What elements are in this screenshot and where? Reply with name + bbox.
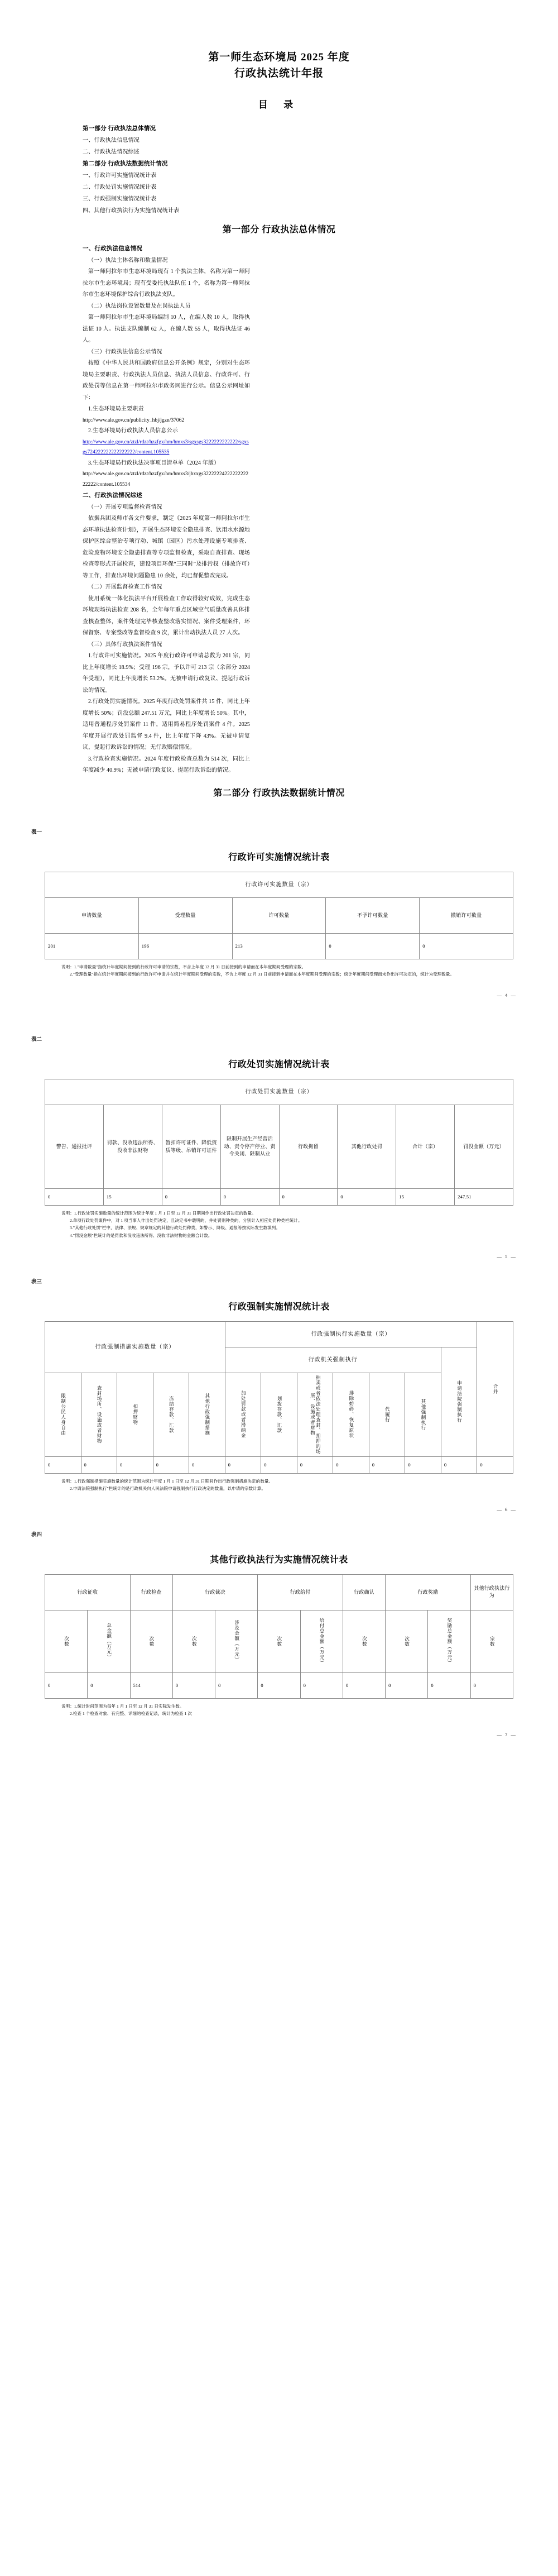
page-number: — 6 —	[497, 1506, 517, 1512]
table-2-value-cell: 0	[162, 1189, 220, 1206]
table-1-note: 2."受理数量"指在统计年度期间接到的行政许可申请并在统计年度期间受理的宗数，不含上年度 12 月 31 日前接到申请而在本年度期间受理的宗数；统计年度期间受理而未作出许可决定的，统计为受理数量。	[70, 972, 455, 977]
part1-heading: 第一部分 行政执法总体情况	[222, 225, 336, 235]
section-2-3-item-2: 2.行政处罚实施情况。2025 年度行政处罚案件共 15 件，同比上年度增长 50%；罚没总额 247.51 万元，同比上年度增长 50%。其中，适用普通程序处罚案件 11 件，适用简易程序处罚案件 4 件。2025 年度开展行政处罚监督 9.4 件，比上年度下降 43%。无被申请复议，提起行政诉讼的情况；无行政赔偿情况。	[83, 699, 250, 751]
link-label-2: 2.生态环境局行政执法人员信息公示	[88, 428, 178, 434]
table-4-value-cell: 0	[215, 1672, 258, 1698]
table-1-value-cell: 0	[326, 933, 420, 959]
page-number: — 7 —	[497, 1732, 517, 1738]
table-3-title: 行政强制实施情况统计表	[228, 1302, 330, 1312]
spacer	[0, 810, 558, 824]
part2-heading: 第二部分 行政执法数据统计情况	[213, 788, 345, 798]
spacer	[0, 1512, 558, 1527]
table-3-value-cell: 0	[369, 1456, 405, 1473]
table-1-label: 表一	[31, 829, 42, 835]
table-2-header-cell: 罚没金额（万元）	[455, 1105, 513, 1189]
table-2-value-cell: 0	[45, 1189, 104, 1206]
table-3-value-cell: 0	[297, 1456, 333, 1473]
table-row	[45, 1610, 513, 1672]
table-3-value-cell: 0	[405, 1456, 441, 1473]
table-row	[45, 1189, 513, 1206]
table-3-header-cell: 其他行政强制措施	[189, 1373, 225, 1456]
table-row	[45, 1574, 513, 1610]
table-1	[45, 872, 513, 959]
link-label-3: 3.生态环境局行政执法决事项目清单单（2024 年版）	[88, 460, 220, 466]
table-4-block	[17, 1527, 541, 1717]
table-4-subheader-cell: 次数	[130, 1610, 172, 1672]
table-4-note: 说明：1.统计时间范围为每年 1 月 1 日至 12 月 31 日实际发生数。	[61, 1703, 184, 1709]
table-4-value-cell: 0	[300, 1672, 343, 1698]
table-4-subheader-cell: 次数	[386, 1610, 428, 1672]
toc-item-2-3[interactable]: 三、行政强制实施情况统计表	[83, 195, 157, 202]
spacer	[0, 1259, 558, 1274]
spacer	[0, 998, 558, 1031]
table-4-subheader-cell: 涉及金额（万元）	[215, 1610, 258, 1672]
table-4-subheader-cell: 次数	[172, 1610, 215, 1672]
toc-item-2-4[interactable]: 四、其他行政执法行为实施情况统计表	[83, 207, 180, 214]
table-2-value-cell: 247.51	[455, 1189, 513, 1206]
table-3-value-cell: 0	[477, 1456, 513, 1473]
table-1-header-cell: 许可数量	[232, 897, 326, 933]
table-3-note: 2.申请法院强制执行"栏统计的是行政机关向人民法院申请强制执行行政决定的数量，以申请的宗数计算。	[70, 1485, 266, 1491]
table-4-value-cell: 0	[88, 1672, 130, 1698]
table-3-value-cell: 0	[225, 1456, 261, 1473]
part1-body	[83, 243, 250, 777]
table-3-note: 说明：1.行政强制措施实施数量的统计范围为统计年度 1 月 1 日至 12 月 31 日期间作出行政强制措施决定的数量。	[61, 1478, 273, 1484]
table-1-band: 行政许可实施数量（宗）	[45, 872, 513, 897]
section-1-3-text: 按照《中华人民共和国政府信息公开条例》规定，分别对生态环境局主要职责、行政执法人员信息、执法人员信息、行政许可、行政处罚等信息在第一师阿拉尔市政务网进行公示。信息公示网址如下：	[83, 360, 250, 401]
table-2-label: 表二	[31, 1037, 42, 1043]
table-3-header-cell: 拍卖或者依法处理查封、扣押的场所、设施或者财物	[297, 1373, 333, 1456]
table-2-title: 行政处罚实施情况统计表	[228, 1060, 330, 1070]
table-4-subheader-cell: 给付总金额（万元）	[300, 1610, 343, 1672]
section-2-heading: 二、行政执法情况综述	[83, 493, 142, 499]
section-2-3-heading: （三）具体行政执法案件情况	[88, 641, 162, 648]
table-2-value-cell: 0	[279, 1189, 338, 1206]
table-3	[45, 1321, 513, 1474]
table-4-group-header: 其他行政执法行为	[470, 1574, 513, 1610]
table-4-value-cell: 0	[172, 1672, 215, 1698]
link-url-1[interactable]: http://www.ale.gov.cn/publicity_hbj/jgzn/37062	[83, 417, 185, 423]
table-3-header-total: 合并	[477, 1321, 513, 1456]
section-1-3-heading: （三）行政执法信息公示情况	[88, 348, 162, 355]
page-number: — 4 —	[497, 992, 517, 998]
table-1-header-cell: 撤销许可数量	[420, 897, 513, 933]
table-4-subheader-cell: 次数	[258, 1610, 300, 1672]
table-1-notes	[61, 963, 502, 978]
table-1-header-cell: 申请数量	[45, 897, 139, 933]
table-4-value-cell: 514	[130, 1672, 172, 1698]
table-1-title: 行政许可实施情况统计表	[228, 852, 330, 862]
table-3-header-cell: 扣押财物	[117, 1373, 153, 1456]
table-row	[45, 1321, 513, 1347]
section-2-3-item-1: 1.行政许可实施情况。2025 年度行政许可申请总数为 201 宗，同比上年度增长 18.9%；受理 196 宗，予以许可 213 宗（余部分 2024 年受理），同比上年度增长 53.2%。无被申请行政复议、提起行政诉讼的情况。	[83, 653, 250, 694]
table-2-value-cell: 0	[220, 1189, 279, 1206]
table-1-header-cell: 受理数量	[138, 897, 232, 933]
table-1-header-cell: 不予许可数量	[326, 897, 420, 933]
document-title	[0, 0, 558, 82]
section-1-2-text: 第一师阿拉尔市生态环境局编制 10 人，在编人数 10 人，取得执法证 10 人。执法支队编制 62 人，在编人数 55 人，取得执法证 46 人。	[83, 314, 250, 344]
table-3-header-cell: 限制公民人身自由	[45, 1373, 81, 1456]
table-3-band-right-sub: 行政机关强制执行	[225, 1347, 441, 1373]
toc-item-1-1[interactable]: 一、行政执法信息情况	[83, 137, 140, 144]
table-3-block	[17, 1274, 541, 1492]
link-label-1: 1.生态环境局主要职责	[88, 406, 144, 413]
table-3-header-cell: 冻结存款、汇款	[153, 1373, 189, 1456]
page-number: — 5 —	[497, 1253, 517, 1259]
toc-column	[83, 123, 250, 217]
link-url-2[interactable]: http://www.ale.gov.cn/ztzl/rdzt/hzzfgx/hm/hmxs3/sgxsgs3222222222222/sgxsgs724222222222222222/content.105535	[83, 439, 249, 456]
section-2-1-heading: （一）开展专项监督检查情况	[88, 504, 162, 510]
toc-item-part2[interactable]: 第二部分 行政执法数据统计情况	[83, 161, 168, 168]
section-2-3-item-3: 3.行政检查实施情况。2024 年度行政检查总数为 514 次，同比上年度减少 40.9%；无被申请行政复议、提起行政诉讼的情况。	[83, 756, 250, 774]
table-2-note: 3."其他行政处罚"栏中，法律、法规、规章规定的其他行政处罚种类，如警示、降级、通报等按实际发生数填列。	[70, 1225, 280, 1231]
section-1-heading: 一、行政执法信息情况	[83, 246, 142, 252]
toc-item-part1[interactable]: 第一部分 行政执法总体情况	[83, 125, 156, 132]
table-4-group-header: 行政裁决	[172, 1574, 258, 1610]
table-2-notes	[61, 1210, 502, 1239]
table-4-subheader-cell: 次数	[45, 1610, 88, 1672]
table-2-note: 4."罚没金额"栏统计的是罚款和没收违法所得、没收非法财物的金额合计数。	[70, 1232, 213, 1238]
table-3-header-cell: 查封场所、设施或者财物	[81, 1373, 117, 1456]
table-2-block	[17, 1031, 541, 1239]
link-url-3[interactable]: http://www.ale.gov.cn/ztzl/rdzt/hzzfgx/hm/hmxs3/jhxxgs3222222422222222222222/content.105534	[83, 471, 249, 488]
table-4-note: 2.检查 1 个检查对象、有完整、详细的检查记录，统计为检查 1 次	[70, 1711, 193, 1717]
table-2-header-cell: 暂扣许可证件、降低资质等级、吊销许可证件	[162, 1105, 220, 1189]
table-3-value-cell: 0	[81, 1456, 117, 1473]
table-2-header-cell: 警告、通报批评	[45, 1105, 104, 1189]
table-2-band: 行政处罚实施数量（宗）	[45, 1079, 513, 1105]
table-3-value-cell: 0	[189, 1456, 225, 1473]
table-1-value-cell: 201	[45, 933, 139, 959]
document-title-line1: 第一师生态环境局 2025 年度	[208, 51, 350, 63]
table-4-group-header: 行政确认	[343, 1574, 385, 1610]
table-3-value-cell: 0	[117, 1456, 153, 1473]
table-4-value-cell: 0	[45, 1672, 88, 1698]
table-3-value-cell: 0	[45, 1456, 81, 1473]
table-4-group-header: 行政征收	[45, 1574, 131, 1610]
toc-item-2-1[interactable]: 一、行政许可实施情况统计表	[83, 173, 157, 179]
table-4-value-cell: 0	[470, 1672, 513, 1698]
table-2-note: 2.单项行政处罚案件中，对 1 项当事人作出处罚决定，且决定书中载明的，并处罚则种类的，分别计入相应处罚种类栏统计。	[70, 1218, 302, 1224]
table-row	[45, 1672, 513, 1698]
table-row	[45, 1456, 513, 1473]
table-4-value-cell: 0	[343, 1672, 385, 1698]
section-1-1-text: 第一师阿拉尔市生态环境局现有 1 个执法主体，名称为第一师阿拉尔市生态环境局；现有受委托执法队伍 1 个，名称为第一师阿拉尔市生态环境保护综合行政执法支队。	[83, 269, 250, 298]
section-1-1-heading: （一）执法主体名称和数量情况	[88, 257, 168, 264]
toc-item-2-2[interactable]: 二、行政处罚实施情况统计表	[83, 184, 157, 190]
table-3-band-right: 行政强制执行实施数量（宗）	[225, 1321, 477, 1347]
table-3-header-cell: 划拨存款、汇款	[261, 1373, 297, 1456]
table-4-group-header: 行政奖励	[386, 1574, 471, 1610]
table-row	[45, 1105, 513, 1189]
table-4-subheader-cell: 次数	[343, 1610, 385, 1672]
section-2-1-text: 依据兵团及师市各文件要求，制定《2025 年度第一师阿拉尔市生态环境执法检查计划》，开展生态环境安全隐患排查、饮用水水源地保护区综合整治专项行动、城镇（园区）污水处理设施专项排查、危险废物环境安全隐患排查等专项监督检查，采取自查排查、现场检查等形式开展检查，建设项目环保“三同时”及排污权（排放许可）等工作，排查出环境问题隐患 10 余处，均已督促整改完成。	[83, 515, 250, 579]
table-1-value-cell: 213	[232, 933, 326, 959]
table-3-header-cell: 代履行	[369, 1373, 405, 1456]
table-3-label: 表三	[31, 1279, 42, 1285]
table-3-value-cell: 0	[441, 1456, 477, 1473]
table-3-value-cell: 0	[153, 1456, 189, 1473]
table-4-subheader-cell: 总金额（万元）	[88, 1610, 130, 1672]
table-2-value-cell: 15	[103, 1189, 162, 1206]
toc-list	[83, 123, 250, 217]
table-4	[45, 1574, 513, 1699]
table-4-label: 表四	[31, 1532, 42, 1538]
table-4-title: 其他行政执法行为实施情况统计表	[210, 1555, 348, 1565]
table-1-block	[17, 824, 541, 978]
table-2-header-cell: 行政拘留	[279, 1105, 338, 1189]
table-2-note: 说明：1.行政处罚实施数量的统计范围为统计年度 1 月 1 日至 12 月 31 日期间作出行政处罚决定的数量。	[61, 1211, 256, 1216]
table-2-value-cell: 15	[396, 1189, 455, 1206]
table-4-group-header: 行政检查	[130, 1574, 172, 1610]
section-2-2-text: 使用系统一体化执法平台开展检查工作取得较好成效，完成生态环境现场执法检查 208 名，全年每年重点区域空气质量改善具体排查核查整体，案件处理完毕核查整改落实情况、案件受理案件，环保督察、专案整改等监督检查 9 次，累计出动执法人员 27 人次。	[83, 595, 250, 637]
table-4-value-cell: 0	[386, 1672, 428, 1698]
section-2-2-heading: （二）开展监督检查工作情况	[88, 584, 162, 591]
table-3-header-court: 申请法院强制执行	[441, 1347, 477, 1456]
table-3-header-cell: 排除妨碍、恢复原状	[333, 1373, 369, 1456]
table-4-value-cell: 0	[428, 1672, 470, 1698]
table-row	[45, 897, 513, 933]
toc-heading: 目 录	[258, 99, 300, 110]
table-4-subheader-cell: 宗数	[470, 1610, 513, 1672]
table-3-header-cell: 其他强制执行	[405, 1373, 441, 1456]
table-2	[45, 1079, 513, 1206]
table-1-note: 说明：1."申请数量"指统计年度期间接到的行政许可申请的宗数，不含上年度 12 月 31 日前接到的申请而在本年度期间受理的宗数。	[61, 964, 306, 969]
table-2-header-cell: 其他行政处罚	[338, 1105, 396, 1189]
table-3-header-cell: 加处罚款或者滞纳金	[225, 1373, 261, 1456]
table-1-value-cell: 196	[138, 933, 232, 959]
table-1-value-cell: 0	[420, 933, 513, 959]
table-3-band-left: 行政强制措施实施数量（宗）	[45, 1321, 225, 1373]
table-4-value-cell: 0	[258, 1672, 300, 1698]
document-title-line2: 行政执法统计年报	[234, 68, 324, 80]
table-4-notes	[61, 1703, 502, 1717]
table-2-header-cell: 限制开展生产经营活动、责令停产停业、责令关闭、限制从业	[220, 1105, 279, 1189]
table-3-notes	[61, 1478, 502, 1492]
table-row	[45, 1079, 513, 1105]
table-4-group-header: 行政给付	[258, 1574, 343, 1610]
toc-item-1-2[interactable]: 二、行政执法情况综述	[83, 149, 140, 155]
table-4-subheader-cell: 奖励总金额（万元）	[428, 1610, 470, 1672]
table-2-header-cell: 罚款、没收违法所得、没收非法财物	[103, 1105, 162, 1189]
table-row	[45, 872, 513, 897]
table-2-header-cell: 合计（宗）	[396, 1105, 455, 1189]
section-1-2-heading: （二）执法岗位设置数量及在岗执法人员	[88, 303, 191, 309]
table-3-value-cell: 0	[261, 1456, 297, 1473]
table-row	[45, 933, 513, 959]
table-3-value-cell: 0	[333, 1456, 369, 1473]
table-2-value-cell: 0	[338, 1189, 396, 1206]
